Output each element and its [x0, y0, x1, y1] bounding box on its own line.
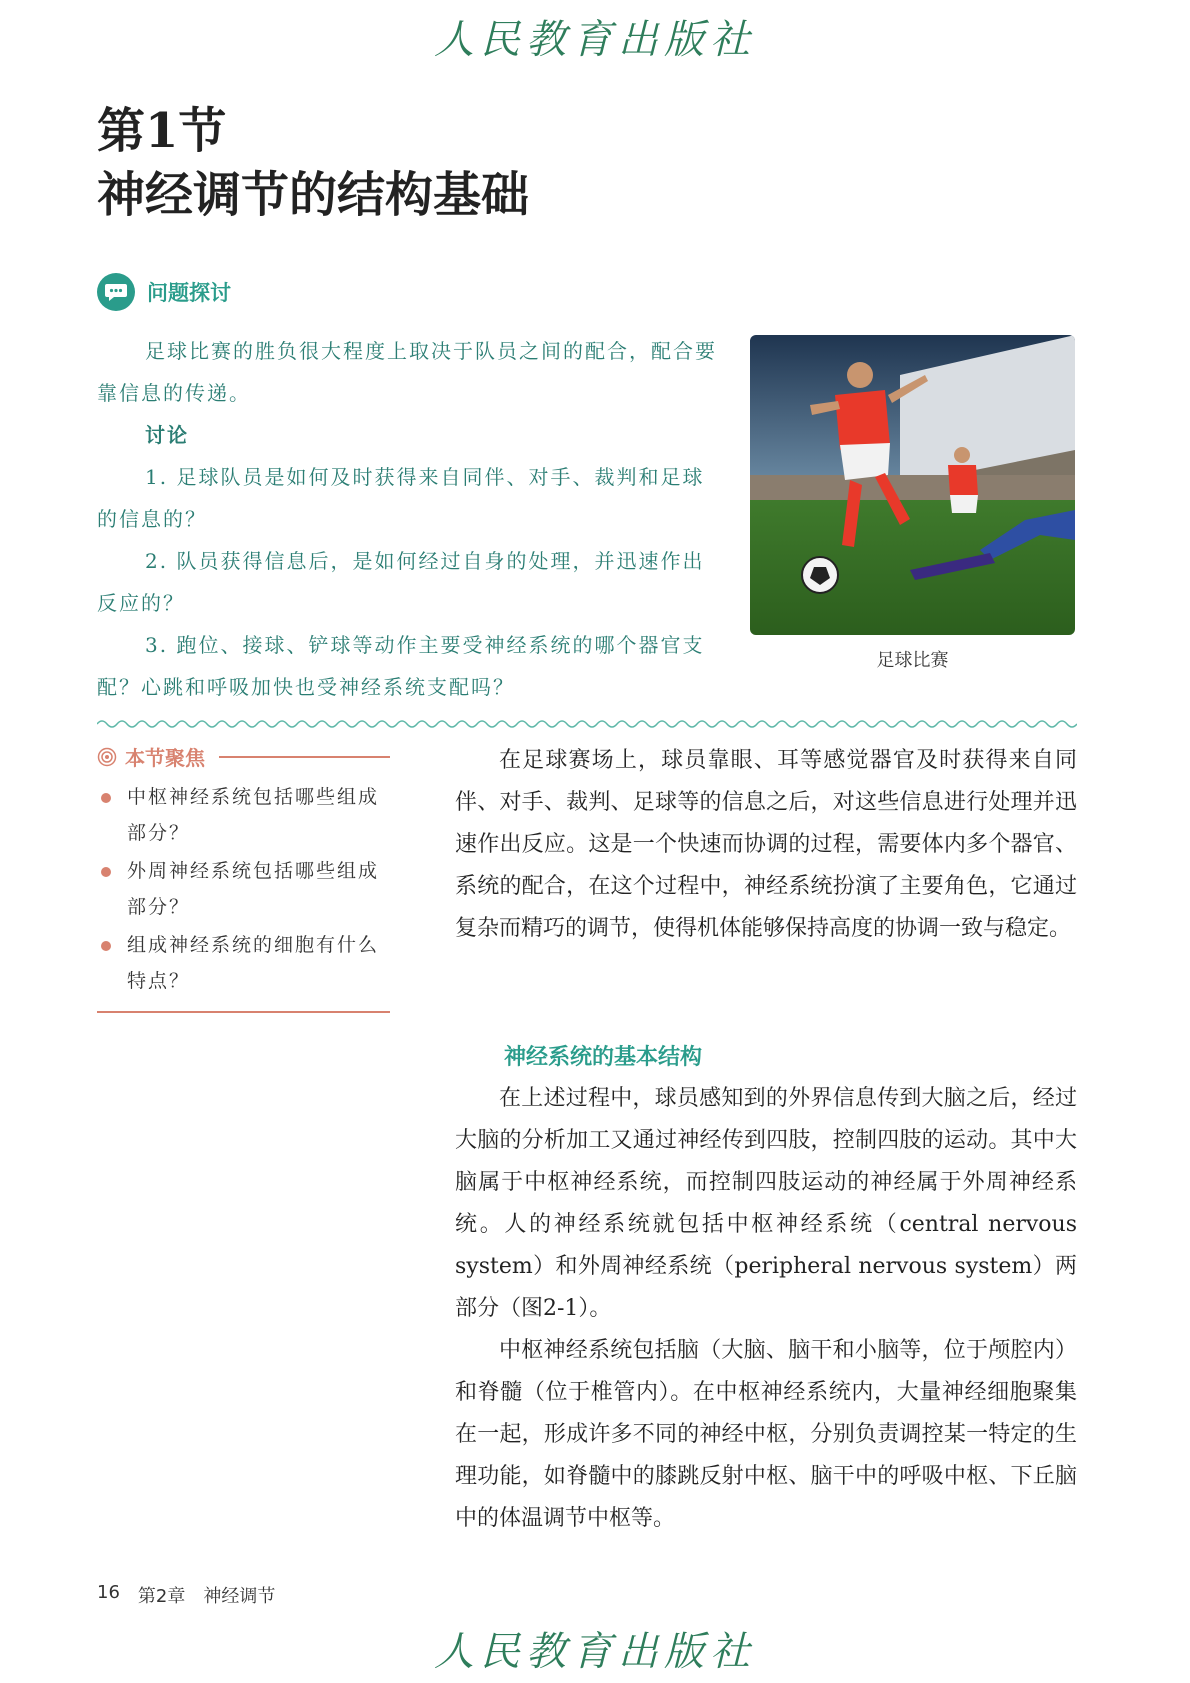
- photo-caption: 足球比赛: [876, 650, 949, 671]
- body-paragraph-1: [455, 740, 1077, 950]
- focus-header: [97, 742, 390, 771]
- discussion-label: 讨论: [145, 423, 189, 447]
- section-focus-box: [97, 742, 390, 1013]
- page-footer: [97, 1582, 275, 1608]
- question-intro: 足球比赛的胜负很大程度上取决于队员之间的配合，配合要靠信息的传递。: [97, 339, 717, 405]
- question-title: 问题探讨: [147, 281, 231, 305]
- page-number: 16: [97, 1582, 120, 1603]
- chat-bubble-icon: [97, 273, 135, 311]
- footer-chapter: 第2章: [137, 1586, 186, 1607]
- focus-item-1: 中枢神经系统包括哪些组成部分？: [97, 779, 390, 851]
- focus-item-3: 组成神经系统的细胞有什么特点？: [97, 927, 390, 999]
- discussion-item-3: 3. 跑位、接球、铲球等动作主要受神经系统的哪个器官支配？心跳和呼吸加快也受神经系统支配吗？: [97, 633, 705, 699]
- discussion-item-2: 2. 队员获得信息后，是如何经过自身的处理，并迅速作出反应的？: [97, 549, 705, 615]
- focus-list: [97, 779, 390, 999]
- paragraph-text: 在足球赛场上，球员靠眼、耳等感觉器官及时获得来自同伴、对手、裁判、足球等的信息之后，对这些信息进行处理并迅速作出反应。这是一个快速而协调的过程，需要体内多个器官、系统的配合，在这个过程中，神经系统扮演了主要角色，它通过复杂而精巧的调节，使得机体能够保持高度的协调一致与稳定。: [455, 748, 1077, 941]
- focus-bottom-rule: [97, 1011, 390, 1013]
- section-number: 第1节: [97, 103, 227, 159]
- section-divider: [97, 718, 1077, 730]
- discussion-item-1: 1. 足球队员是如何及时获得来自同伴、对手、裁判和足球的信息的？: [97, 465, 705, 531]
- footer-chapter-title: 神经调节: [203, 1586, 276, 1607]
- question-text: [97, 330, 717, 708]
- publisher-watermark-bottom: 人民教育出版社: [434, 1629, 756, 1675]
- body-paragraph-3: 中枢神经系统包括脑（大脑、脑干和小脑等，位于颅腔内）和脊髓（位于椎管内）。在中枢神经系统内，大量神经细胞聚集在一起，形成许多不同的神经中枢，分别负责调控某一特定的生理功能，如脊髓中的膝跳反射中枢、脑干中的呼吸中枢、下丘脑中的体温调节中枢等。: [455, 1338, 1077, 1531]
- body-paragraph-2: 在上述过程中，球员感知到的外界信息传到大脑之后，经过大脑的分析加工又通过神经传到四肢，控制四肢的运动。其中大脑属于中枢神经系统，而控制四肢运动的神经属于外周神经系统。人的神经系统就包括中枢神经系统（central nervous system）和外周神经系统（peripheral nervous system）两部分（图2-1）。: [455, 1086, 1077, 1321]
- page-title: 神经调节的结构基础: [97, 167, 530, 223]
- question-header: [97, 273, 231, 311]
- target-icon: [97, 747, 117, 767]
- publisher-watermark-top: 人民教育出版社: [434, 17, 756, 63]
- body-paragraphs: [455, 1078, 1077, 1540]
- soccer-photo: [750, 335, 1075, 635]
- focus-rule: [219, 756, 390, 758]
- focus-title: 本节聚焦: [125, 746, 205, 770]
- subsection-heading: 神经系统的基本结构: [504, 1045, 703, 1070]
- focus-item-2: 外周神经系统包括哪些组成部分？: [97, 853, 390, 925]
